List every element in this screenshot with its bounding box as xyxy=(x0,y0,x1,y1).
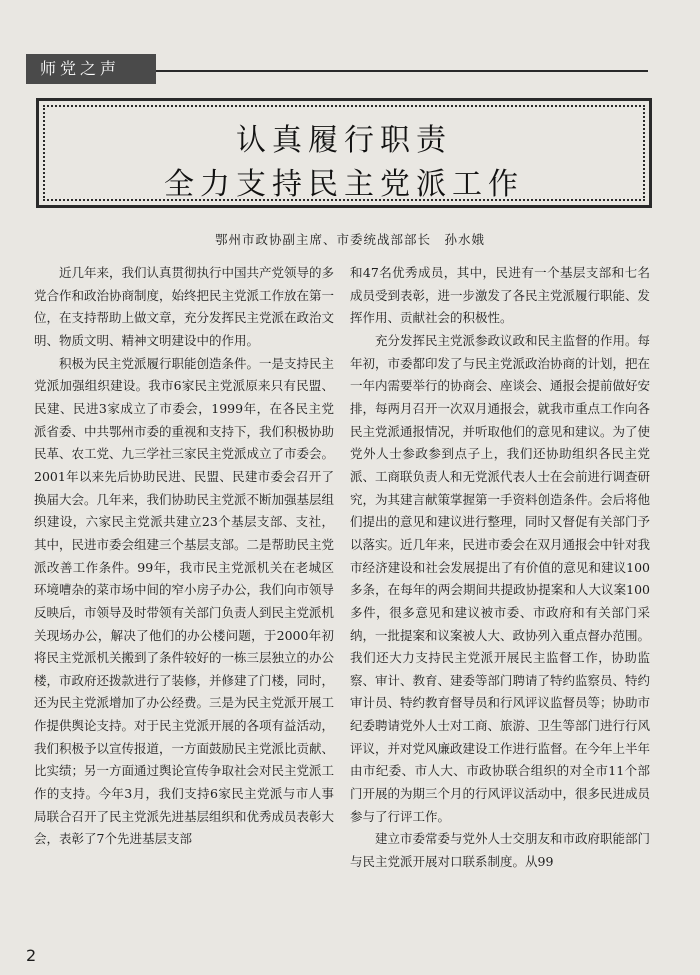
title-frame xyxy=(36,98,652,208)
paragraph: 积极为民主党派履行职能创造条件。一是支持民主党派加强组织建设。我市6家民主党派原来只有民盟、民建、民进3家成立了市委会，1999年，在各民主党派省委、中共鄂州市委的重视和支持下，我们积极协助民革、农工党、九三学社三家民主党派成立了市委会。2001年以来先后协助民进、民盟、民建市委会召开了换届大会。几年来，我们协助民主党派不断加强基层组织建设，六家民主党派共建立23个基层支部、支社，其中，民进市委会组建三个基层支部。二是帮助民主党派改善工作条件。99年，我市民主党派机关在老城区环境嘈杂的菜市场中间的窄小房子办公，我们向市领导反映后，市领导及时带领有关部门负责人到民主党派机关现场办公，解决了他们的办公楼问题，于2000年初将民主党派机关搬到了条件较好的一栋三层独立的办公楼，市政府还拨款进行了装修，并修建了门楼，同时，还为民主党派增加了办公经费。三是为民主党派开展工作提供舆论支持。对于民主党派开展的各项有益活动，我们积极予以宣传报道，一方面鼓励民主党派比贡献、比实绩；另一方面通过舆论宣传争取社会对民主党派工作的支持。今年3月，我们支持6家民主党派与市人事局联合召开了民主党派先进基层组织和优秀成员表彰大会，表彰了7个先进基层支部 xyxy=(34,355,335,847)
section-divider xyxy=(156,70,648,72)
paragraph: 充分发挥民主党派参政议政和民主监督的作用。每年初，市委都印发了与民主党派政治协商的计划，把在一年内需要举行的协商会、座谈会、通报会提前做好安排，每两月召开一次双月通报会，就我市重点工作向各民主党派通报情况，并听取他们的意见和建议。为了使党外人士参政参到点子上，我们还协助组织各民主党派、工商联负责人和无党派代表人士在会前进行调查研究，为其建言献策掌握第一手资料创造条件。会后将他们提出的意见和建议进行整理，同时又督促有关部门予以落实。近几年来，民进市委会在双月通报会中针对我市经济建设和社会发展提出了有价值的意见和建议100多条，在每年的两会期间共提政协提案和人大议案100多件，很多意见和建议被市委、市政府和有关部门采纳，一批提案和议案被人大、政协列入重点督办范围。我们还大力支持民主党派开展民主监督工作，协助监察、审计、教育、建委等部门聘请了特约监察员、特约审计员、特约教育督导员和行风评议监督员等；协助市纪委聘请党外人士对工商、旅游、卫生等部门进行行风评议，并对党风廉政建设工作进行监督。在今年上半年由市纪委、市人大、市政协联合组织的对全市11个部门开展的为期三个月的行风评议活动中，很多民进成员参与了行评工作。 xyxy=(350,332,651,824)
left-column xyxy=(34,262,334,851)
right-column xyxy=(350,262,650,874)
section-label: 师党之声 xyxy=(26,54,156,84)
paragraph: 和47名优秀成员，其中，民进有一个基层支部和七名成员受到表彰，进一步激发了各民主党派履行职能、发挥作用、贡献社会的积极性。 xyxy=(350,265,651,326)
paragraph: 建立市委常委与党外人士交朋友和市政府职能部门与民主党派开展对口联系制度。从99 xyxy=(350,831,651,870)
author-byline: 鄂州市政协副主席、市委统战部部长 孙水娥 xyxy=(214,232,485,247)
paragraph: 近几年来，我们认真贯彻执行中国共产党领导的多党合作和政治协商制度，始终把民主党派工作放在第一位，在支持帮助上做文章，充分发挥民主党派在政治文明、物质文明、精神文明建设中的作用。 xyxy=(34,265,335,348)
article-title-line-2: 全力支持民主党派工作 xyxy=(164,167,524,202)
article-title-line-1: 认真履行职责 xyxy=(236,123,452,158)
page-number: 2 xyxy=(26,946,37,965)
